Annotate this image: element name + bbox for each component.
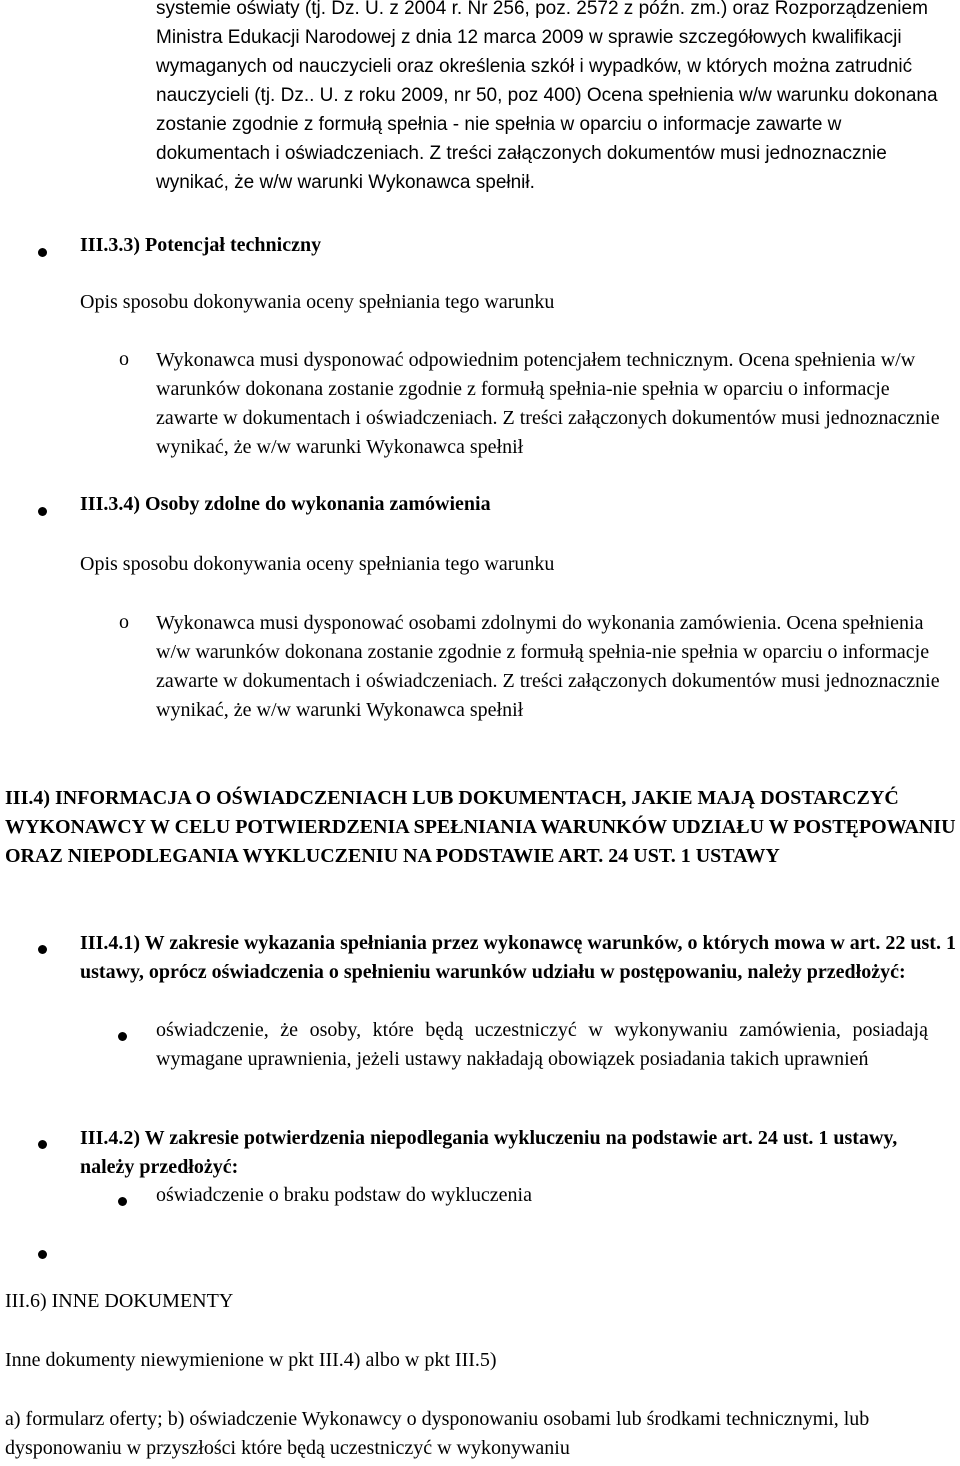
- iii41-text: III.4.1) W zakresie wykazania spełniania przez wykonawcę warunków, o których mowa w art. 22 ust. 1 ustawy, oprócz oświadczenia o spełnieniu warunków udziału w postępowaniu, należy przedłożyć:: [80, 932, 956, 983]
- section-subheading: Opis sposobu dokonywania oceny spełniania tego warunku: [80, 553, 555, 575]
- iii6-line1: Inne dokumenty niewymienione w pkt III.4) albo w pkt III.5): [5, 1349, 497, 1371]
- bullet-dot: [38, 507, 47, 516]
- bullet-dot: [38, 1140, 47, 1149]
- bullet-dot-empty: [38, 1250, 47, 1259]
- bullet-dot: [38, 248, 47, 257]
- iii42-text: III.4.2) W zakresie potwierdzenia niepodlegania wykluczeniu na podstawie art. 24 ust. 1 ustawy, należy przedłożyć:: [80, 1127, 898, 1178]
- iii42-sub: oświadczenie o braku podstaw do wykluczenia: [156, 1184, 532, 1206]
- section-heading-iii4: III.4) INFORMACJA O OŚWIADCZENIACH LUB DOKUMENTACH, JAKIE MAJĄ DOSTARCZYĆ WYKONAWCY W CELU POTWIERDZENIA SPEŁNIANIA WARUNKÓW UDZIAŁU W POSTĘPOWANIU ORAZ NIEPODLEGANIA WYKLUCZENIU NA PODSTAWIE ART. 24 UST. 1 USTAWY: [5, 787, 956, 867]
- bullet-dot: [118, 1197, 127, 1206]
- iii6-line2: a) formularz oferty; b) oświadczenie Wykonawcy o dysponowaniu osobami lub środkami technicznymi, lub dysponowaniu w przyszłości które będą uczestniczyć w wykonywaniu: [5, 1408, 870, 1459]
- section-subheading: Opis sposobu dokonywania oceny spełniania tego warunku: [80, 291, 555, 313]
- bullet-dot: [38, 945, 47, 954]
- potencjal-item: Wykonawca musi dysponować odpowiednim potencjałem technicznym. Ocena spełnienia w/w warunków dokonana zostanie zgodnie z formułą spełnia-nie spełnia w oparciu o informacje zawarte w dokumentach i oświadczeniach. Z treści załączonych dokumentów musi jednoznacznie wynikać, że w/w warunki Wykonawca spełnił: [156, 349, 940, 458]
- osoby-item: Wykonawca musi dysponować osobami zdolnymi do wykonania zamówienia. Ocena spełnienia w/w warunków dokonana zostanie zgodnie z formułą spełnia-nie spełnia w oparciu o informacje zawarte w dokumentach i oświadczeniach. Z treści załączonych dokumentów musi jednoznacznie wynikać, że w/w warunki Wykonawca spełnił: [156, 612, 940, 721]
- section-heading-osoby: III.3.4) Osoby zdolne do wykonania zamówienia: [80, 493, 491, 515]
- section-heading-iii6: III.6) INNE DOKUMENTY: [5, 1290, 234, 1312]
- section-heading-potencjal: III.3.3) Potencjał techniczny: [80, 234, 322, 256]
- iii41-sub: oświadczenie, że osoby, które będą uczestniczyć w wykonywaniu zamówienia, posiadają wymagane uprawnienia, jeżeli ustawy nakładają obowiązek posiadania takich uprawnień: [156, 1019, 928, 1070]
- bullet-o: o: [119, 611, 129, 633]
- intro-paragraph: systemie oświaty (tj. Dz. U. z 2004 r. Nr 256, poz. 2572 z późn. zm.) oraz Rozporządzeniem Ministra Edukacji Narodowej z dnia 12 marca 2009 w sprawie szczegółowych kwalifikacji wymaganych od nauczycieli oraz określenia szkół i wypadków, w których można zatrudnić nauczycieli (tj. Dz.. U. z roku 2009, nr 50, poz 400) Ocena spełnienia w/w warunku dokonana zostanie zgodnie z formułą spełnia - nie spełnia w oparciu o informacje zawarte w dokumentach i oświadczeniach. Z treści załączonych dokumentów musi jednoznacznie wynikać, że w/w warunki Wykonawca spełnił.: [156, 0, 938, 193]
- bullet-o: o: [119, 348, 129, 370]
- bullet-dot: [118, 1032, 127, 1041]
